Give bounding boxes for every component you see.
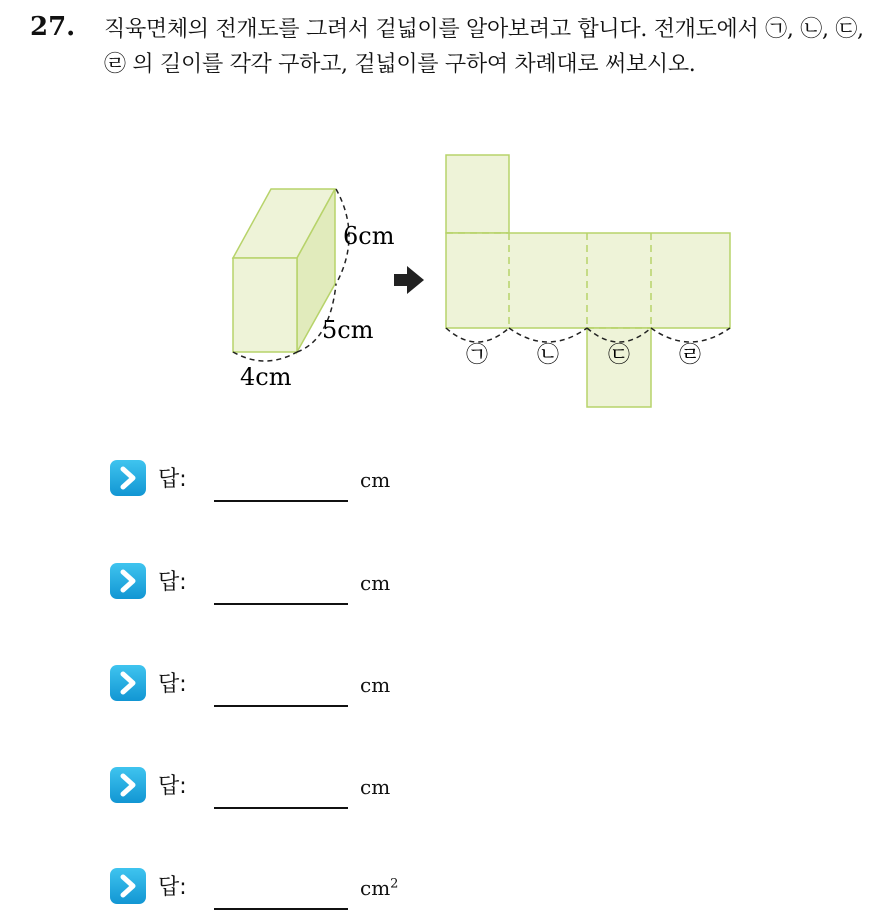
right-arrow-icon — [394, 266, 424, 294]
net-label-d: ㉣ — [678, 343, 702, 368]
chevron-right-icon — [110, 665, 146, 701]
answer-blank[interactable] — [214, 807, 348, 809]
rectangular-prism — [233, 189, 395, 391]
chevron-right-icon — [110, 460, 146, 496]
answer-blank[interactable] — [214, 705, 348, 707]
height-label: 6cm — [343, 222, 395, 250]
figure — [0, 0, 884, 420]
answer-label: 답: — [158, 672, 187, 697]
answer-label: 답: — [158, 774, 187, 799]
chevron-right-icon — [110, 563, 146, 599]
answer-row — [110, 868, 510, 908]
net-label-c: ㉢ — [607, 343, 631, 368]
chevron-right-icon — [110, 767, 146, 803]
answer-unit: cm — [360, 775, 391, 799]
answer-label: 답: — [158, 875, 187, 900]
answer-row — [110, 460, 510, 500]
prism-front-face — [233, 258, 297, 352]
answer-row — [110, 665, 510, 705]
answer-unit: cm — [360, 571, 391, 595]
net-top-flap — [446, 155, 509, 233]
chevron-right-icon — [110, 868, 146, 904]
answer-unit: cm — [360, 468, 391, 492]
answer-blank[interactable] — [214, 500, 348, 502]
answer-label: 답: — [158, 467, 187, 492]
net-band — [446, 233, 730, 328]
question-number: 27. — [30, 12, 76, 42]
depth-label: 5cm — [322, 316, 374, 344]
answer-row — [110, 767, 510, 807]
question-text: 직육면체의 전개도를 그려서 겉넓이를 알아보려고 합니다. 전개도에서 ㉠, ㉡, ㉢, ㉣ 의 길이를 각각 구하고, 겉넓이를 구하여 차례대로 써보시오. — [104, 17, 864, 77]
prism-net — [446, 155, 730, 407]
answer-unit: $cm^2$ — [360, 876, 399, 900]
net-label-a: ㉠ — [465, 343, 489, 368]
width-dimension-arc — [233, 352, 297, 361]
answer-blank[interactable] — [214, 908, 348, 910]
answer-label: 답: — [158, 570, 187, 595]
net-label-b: ㉡ — [536, 343, 560, 368]
answer-unit: cm — [360, 673, 391, 697]
answer-row — [110, 563, 510, 603]
width-label: 4cm — [240, 363, 292, 391]
answer-blank[interactable] — [214, 603, 348, 605]
